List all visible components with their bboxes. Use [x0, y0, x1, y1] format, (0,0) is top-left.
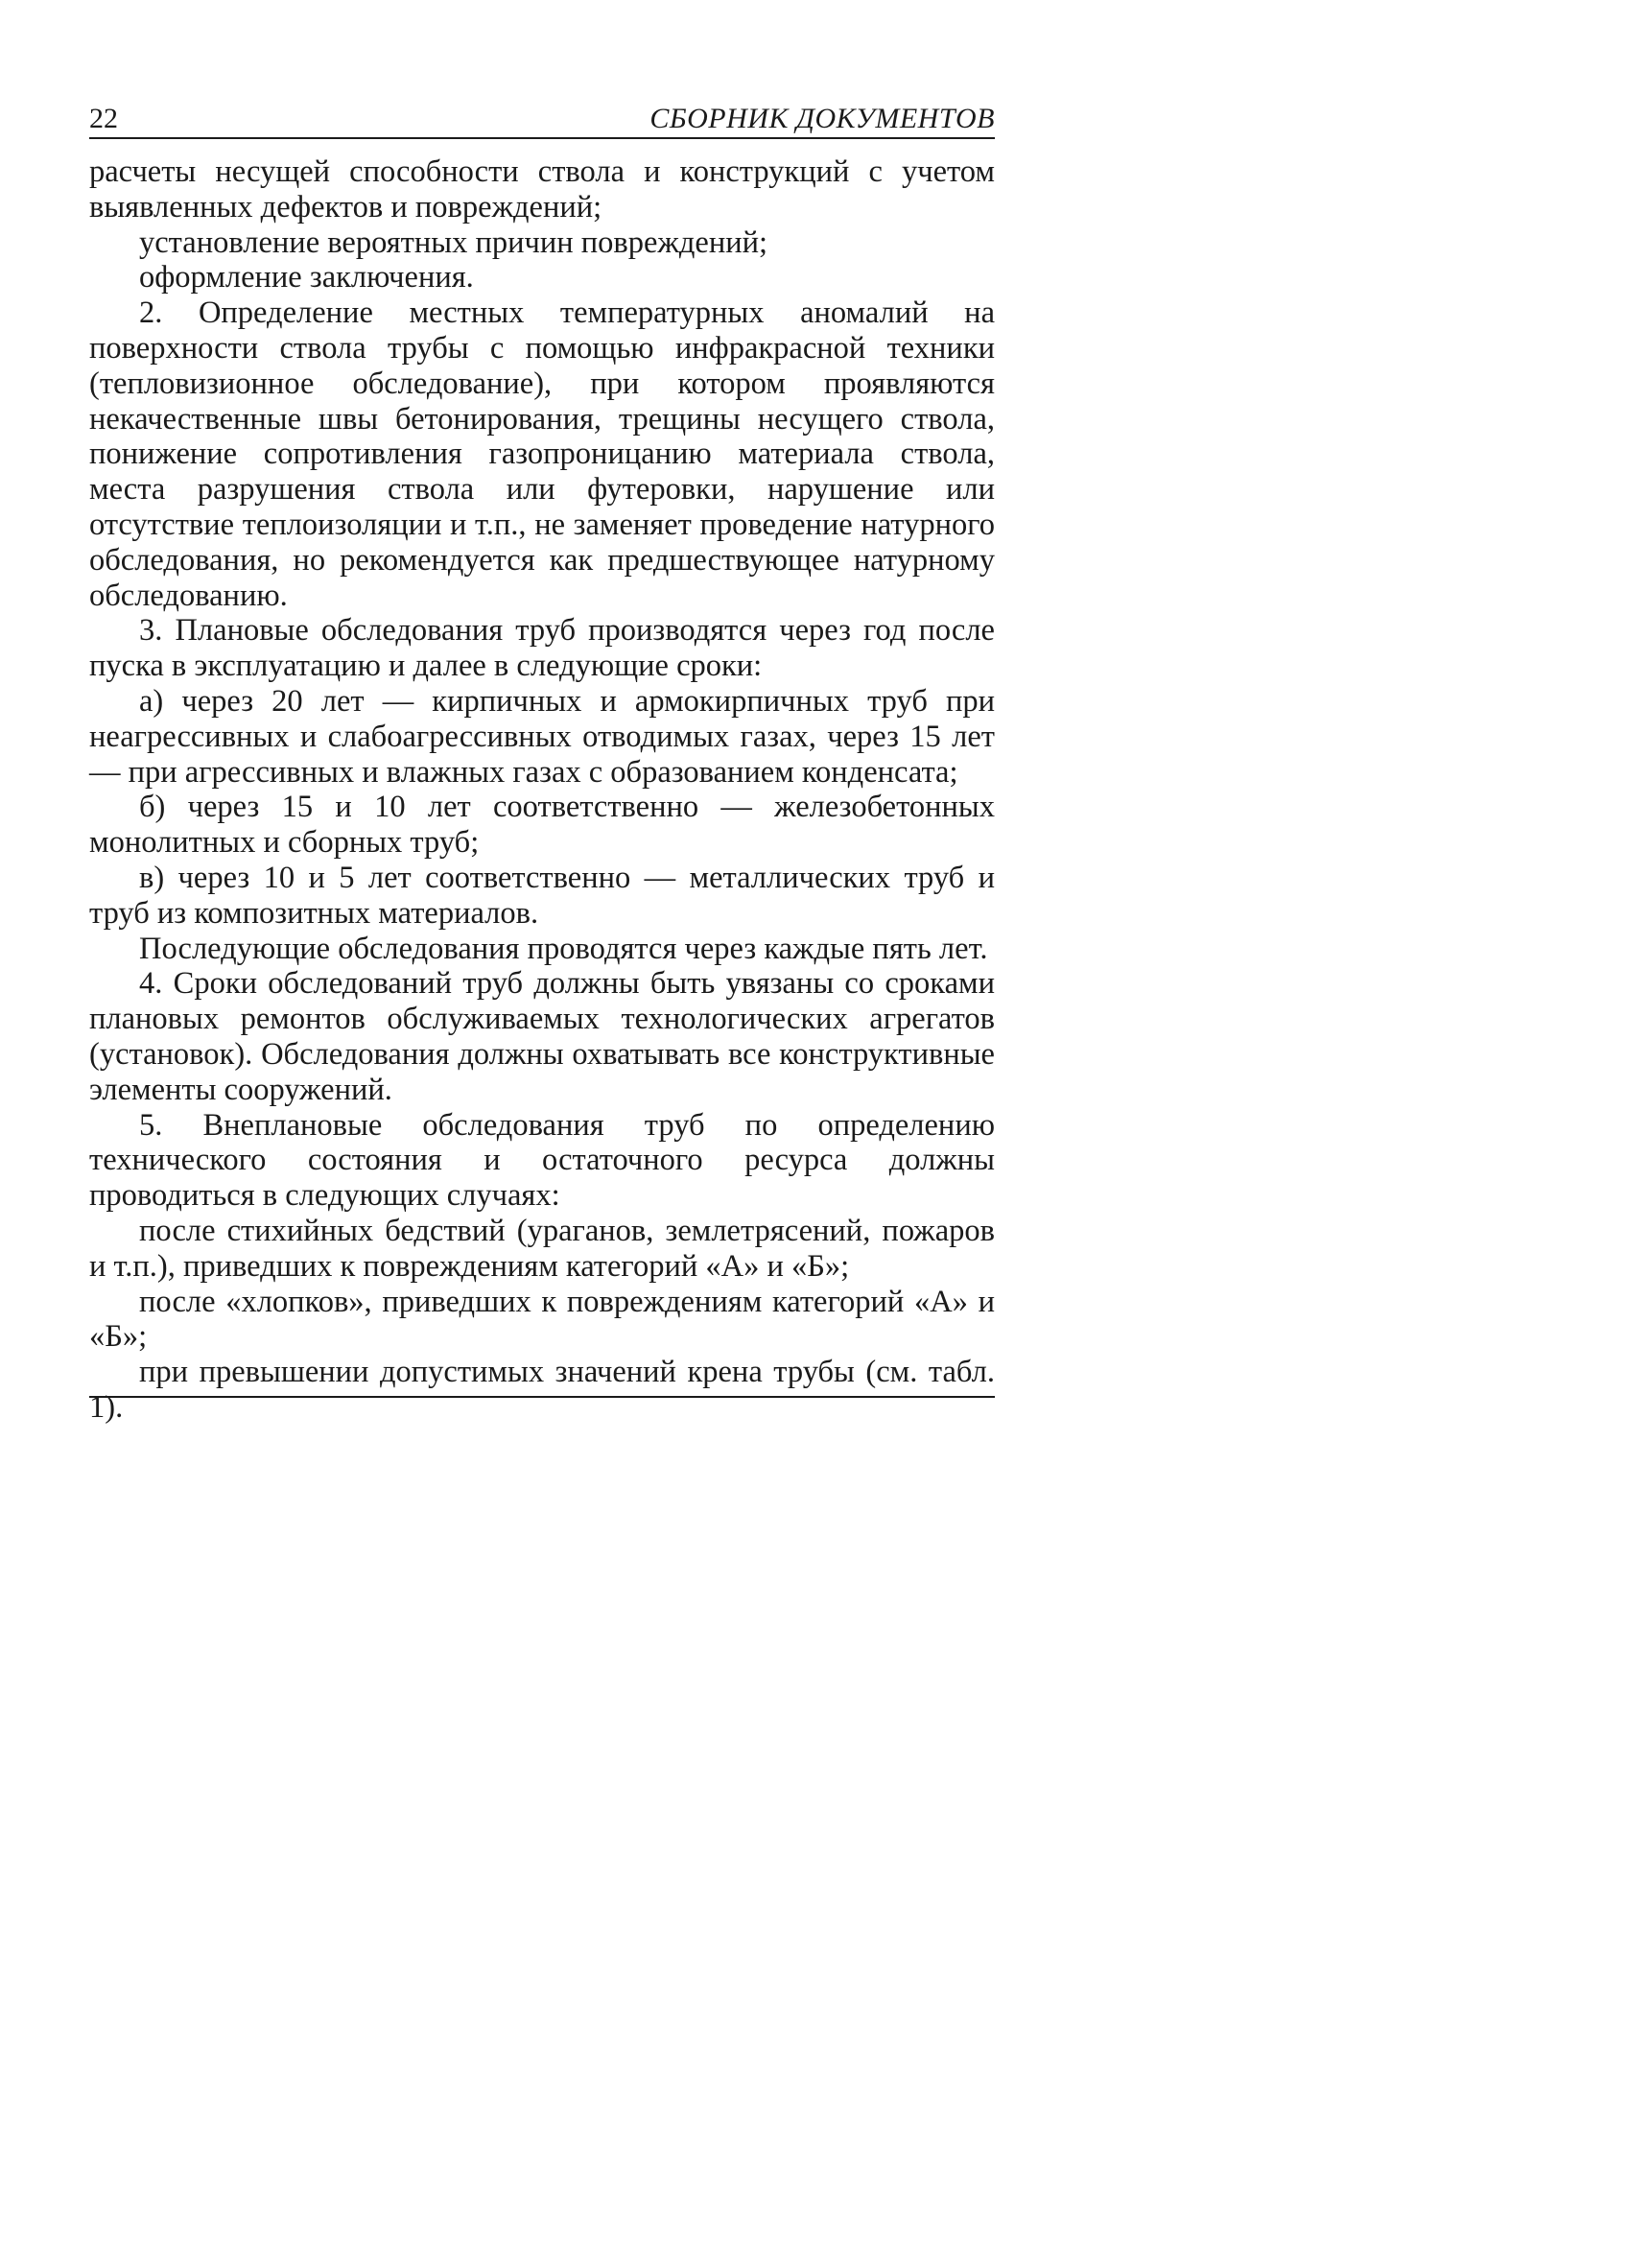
page-header — [89, 99, 995, 139]
paragraph: 2. Определение местных температурных аномалий на поверхности ствола трубы с помощью инфракрасной техники (тепловизионное обследование), при котором проявляются некачественные швы бетонирования, трещины несущего ствола, понижение сопротивления газопроницанию материала ствола, места разрушения ствола или футеровки, нарушение или отсутствие теплоизоляции и т.п., не заменяет проведение натурного обследования, но рекомендуется как предшествующее натурному обследованию. — [89, 295, 995, 613]
paragraph: при превышении допустимых значений крена трубы (см. табл. 1). — [89, 1355, 995, 1425]
paragraph: после «хлопков», приведших к повреждениям категорий «А» и «Б»; — [89, 1284, 995, 1355]
paragraph: а) через 20 лет — кирпичных и армокирпичных труб при неагрессивных и слабоагрессивных отводимых газах, через 15 лет — при агрессивных и влажных газах с образованием конденсата; — [89, 683, 995, 790]
paragraph: 5. Внеплановые обследования труб по определению технического состояния и остаточного ресурса должны проводиться в следующих случаях: — [89, 1107, 995, 1214]
footer-rule — [89, 1396, 995, 1398]
paragraph: Последующие обследования проводятся через каждые пять лет. — [139, 931, 988, 966]
body-text — [89, 154, 995, 1426]
document-page — [89, 99, 995, 1426]
page-number: 22 — [89, 103, 118, 134]
paragraph: оформление заключения. — [139, 260, 474, 295]
paragraph: в) через 10 и 5 лет соответственно — металлических труб и труб из композитных материалов. — [89, 860, 995, 931]
paragraph: расчеты несущей способности ствола и конструкций с учетом выявленных дефектов и повреждений; — [89, 154, 995, 224]
paragraph: установление вероятных причин повреждений; — [139, 224, 768, 260]
paragraph: 3. Плановые обследования труб производятся через год после пуска в эксплуатацию и далее в следующие сроки: — [89, 613, 995, 684]
paragraph: после стихийных бедствий (ураганов, землетрясений, пожаров и т.п.), приведших к повреждениям категорий «А» и «Б»; — [89, 1213, 995, 1284]
paragraph: б) через 15 и 10 лет соответственно — железобетонных монолитных и сборных труб; — [89, 790, 995, 861]
running-title: СБОРНИК ДОКУМЕНТОВ — [649, 103, 995, 134]
paragraph: 4. Сроки обследований труб должны быть увязаны со сроками плановых ремонтов обслуживаемых технологических агрегатов (установок). Обследования должны охватывать все конструктивные элементы сооружений. — [89, 966, 995, 1107]
